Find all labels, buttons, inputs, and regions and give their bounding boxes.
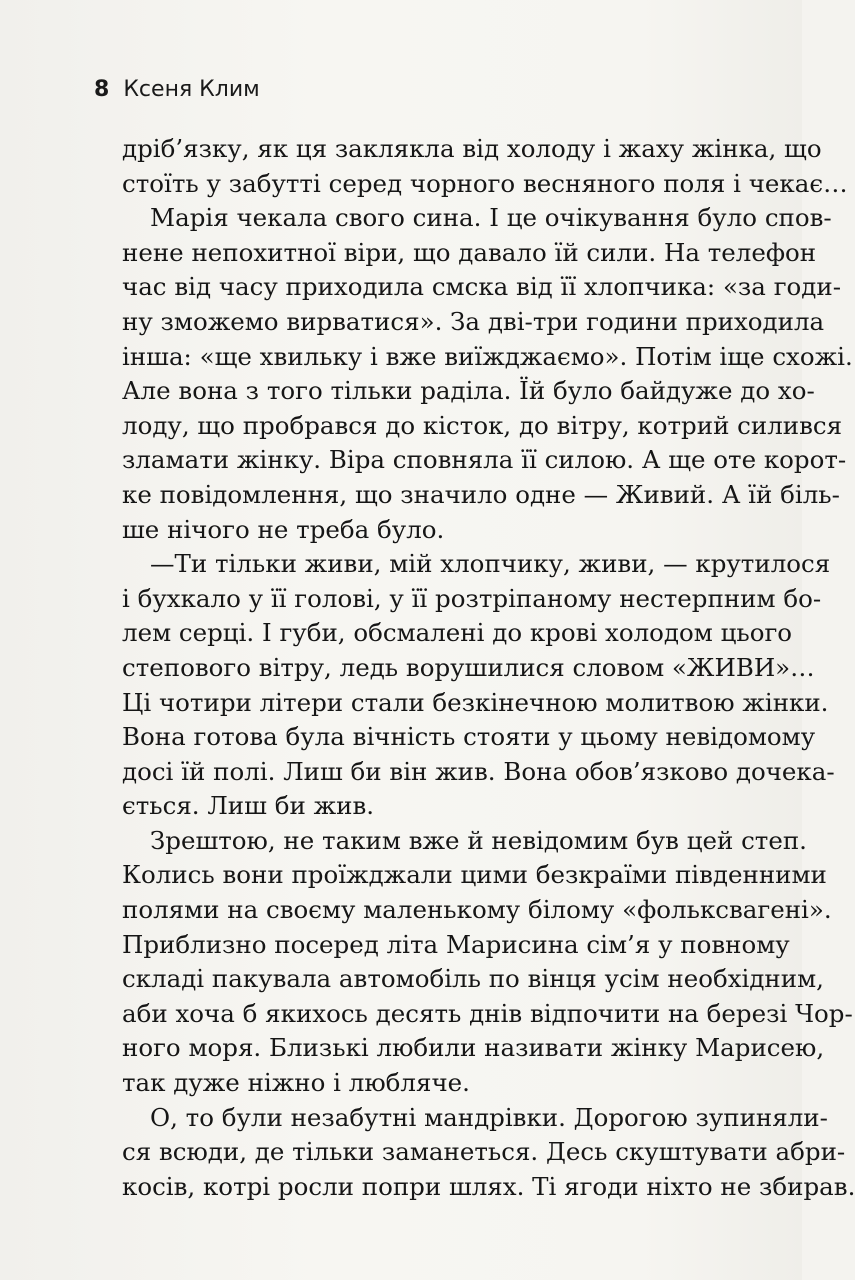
text-line: дріб’язку, як ця заклякла від холоду і жаху жінка, що — [122, 134, 822, 163]
text-line: час від часу приходила смска від її хлопчика: «за годи- — [122, 272, 841, 302]
text-line: досі їй полі. Лиш би він жив. Вона обов’язково дочека- — [122, 756, 835, 786]
text-line: зламати жінку. Віра сповняла її силою. А ще оте корот- — [122, 445, 847, 475]
text-line: ке повідомлення, що значило одне — Живий. А їй біль- — [122, 479, 840, 509]
text-line: Марія чекала свого сина. І це очікування було спов- — [150, 203, 832, 233]
text-line: лем серці. І губи, обсмалені до крові холодом цього — [122, 618, 793, 648]
text-line: ну зможемо вирватися». За дві-три години приходила — [122, 306, 825, 336]
text-line: Але вона з того тільки раділа. Їй було байдуже до хо- — [122, 376, 815, 406]
text-line: і бухкало у її голові, у її розтріпаному нестерпним бо- — [122, 583, 822, 613]
text-line: О, то були незабутні мандрівки. Дорогою зупиняли- — [150, 1102, 828, 1132]
text-line: інша: «ще хвильку і вже виїжджаємо». Потім іще схожі. — [122, 341, 853, 371]
text-line: так дуже ніжно і любляче. — [122, 1068, 470, 1098]
text-line: складі пакувала автомобіль по вінця усім необхідним, — [122, 964, 824, 994]
text-line: лоду, що пробрався до кісток, до вітру, котрий силився — [122, 410, 843, 440]
text-line: Зрештою, не таким вже й невідомим був цей степ. — [150, 825, 807, 855]
text-line: аби хоча б якихось десять днів відпочити на березі Чор- — [122, 998, 853, 1028]
page-number: 8 — [94, 76, 110, 102]
text-line: косів, котрі росли попри шлях. Ті ягоди ніхто не збирав. — [122, 1171, 855, 1201]
text-line: ше нічого не треба було. — [122, 514, 445, 544]
text-line: нене непохитної віри, що давало їй сили. На телефон — [122, 237, 817, 267]
running-header — [94, 74, 260, 104]
text-line: ється. Лиш би жив. — [122, 791, 375, 821]
text-line: Колись вони проїжджали цими безкраїми південними — [122, 860, 827, 890]
author-name: Ксеня Клим — [123, 76, 260, 102]
text-line: ного моря. Близькі любили називати жінку Марисею, — [122, 1033, 825, 1063]
text-line: стоїть у забутті серед чорного весняного поля і чекає… — [122, 168, 848, 198]
text-line: Ці чотири літери стали безкінечною молитвою жінки. — [122, 687, 829, 717]
text-line: —Ти тільки живи, мій хлопчику, живи, — крутилося — [150, 549, 831, 579]
text-line: Вона готова була вічність стояти у цьому невідомому — [122, 722, 816, 752]
text-line: Приблизно посеред літа Марисина сім’я у повному — [122, 929, 790, 959]
text-line: степового вітру, ледь ворушилися словом «ЖИВИ»… — [122, 652, 815, 682]
text-line: полями на своєму маленькому білому «фольксвагені». — [122, 895, 832, 925]
body-text — [122, 132, 855, 1204]
text-line: ся всюди, де тільки заманеться. Десь скуштувати абри- — [122, 1137, 846, 1167]
